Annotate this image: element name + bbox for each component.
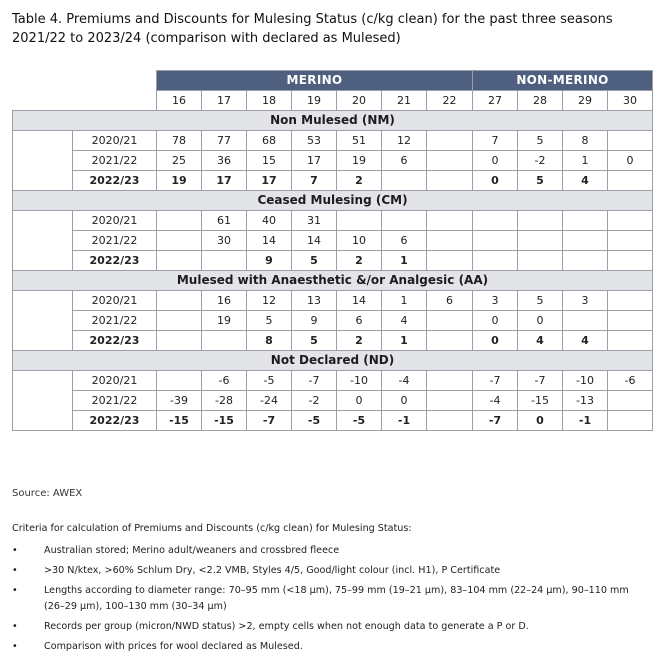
value-cell: 7: [292, 171, 337, 191]
micron-header: 29: [563, 91, 608, 111]
value-cell: 5: [518, 171, 563, 191]
value-cell: [608, 251, 653, 271]
season-cell: 2020/21: [73, 291, 157, 311]
source-note: Source: AWEX: [12, 488, 83, 499]
micron-header: 30: [608, 91, 653, 111]
criteria-item: [12, 619, 652, 635]
section-title: Ceased Mulesing (CM): [13, 191, 653, 211]
value-cell: 36: [202, 151, 247, 171]
value-cell: -7: [473, 411, 518, 431]
value-cell: -39: [157, 391, 202, 411]
value-cell: -7: [473, 371, 518, 391]
table-row: [13, 371, 653, 391]
value-cell: 40: [247, 211, 292, 231]
value-cell: [563, 251, 608, 271]
value-cell: [608, 391, 653, 411]
value-cell: -2: [292, 391, 337, 411]
row-group-cell: [13, 291, 73, 351]
value-cell: [382, 171, 427, 191]
value-cell: -10: [563, 371, 608, 391]
value-cell: [157, 291, 202, 311]
value-cell: 77: [202, 131, 247, 151]
value-cell: 5: [292, 331, 337, 351]
value-cell: 19: [202, 311, 247, 331]
table-row: [13, 171, 653, 191]
value-cell: 19: [337, 151, 382, 171]
value-cell: 30: [202, 231, 247, 251]
value-cell: [202, 331, 247, 351]
value-cell: -4: [382, 371, 427, 391]
value-cell: [427, 311, 473, 331]
criteria-block: [12, 522, 652, 659]
micron-header-row: [13, 91, 653, 111]
criteria-item: [12, 583, 652, 615]
value-cell: [157, 331, 202, 351]
value-cell: 16: [202, 291, 247, 311]
value-cell: 9: [247, 251, 292, 271]
criteria-text: >30 N/ktex, >60% Schlum Dry, <2.2 VMB, Styles 4/5, Good/light colour (incl. H1), P Certificate: [44, 565, 501, 576]
season-cell: 2021/22: [73, 391, 157, 411]
value-cell: [608, 331, 653, 351]
bullet-icon: •: [12, 565, 18, 576]
value-cell: 2: [337, 331, 382, 351]
value-cell: [427, 371, 473, 391]
value-cell: [427, 211, 473, 231]
section-header-row: [13, 191, 653, 211]
criteria-text: Lengths according to diameter range: 70–95 mm (<18 µm), 75–99 mm (19–21 µm), 83–104 mm (22–24 µm), 90–110 mm (26–29 µm), 100–130 mm (30–34 µm): [44, 585, 629, 612]
value-cell: 0: [518, 411, 563, 431]
value-cell: -2: [518, 151, 563, 171]
value-cell: -15: [202, 411, 247, 431]
value-cell: [427, 131, 473, 151]
value-cell: [608, 211, 653, 231]
value-cell: [157, 371, 202, 391]
value-cell: [427, 151, 473, 171]
value-cell: 5: [247, 311, 292, 331]
value-cell: -7: [247, 411, 292, 431]
section-header-row: [13, 271, 653, 291]
table-row: [13, 391, 653, 411]
premiums-table: [12, 70, 653, 431]
value-cell: 3: [563, 291, 608, 311]
value-cell: -4: [473, 391, 518, 411]
criteria-heading: Criteria for calculation of Premiums and Discounts (c/kg clean) for Mulesing Status:: [12, 523, 412, 534]
value-cell: 7: [473, 131, 518, 151]
value-cell: [608, 171, 653, 191]
value-cell: [608, 291, 653, 311]
season-cell: 2022/23: [73, 411, 157, 431]
micron-header: 17: [202, 91, 247, 111]
value-cell: 8: [563, 131, 608, 151]
value-cell: -6: [202, 371, 247, 391]
value-cell: -1: [563, 411, 608, 431]
season-cell: 2020/21: [73, 211, 157, 231]
value-cell: 25: [157, 151, 202, 171]
value-cell: 8: [247, 331, 292, 351]
value-cell: [608, 231, 653, 251]
merino-header: MERINO: [157, 71, 473, 91]
value-cell: 10: [337, 231, 382, 251]
criteria-text: Comparison with prices for wool declared as Mulesed.: [44, 641, 303, 652]
value-cell: 0: [473, 171, 518, 191]
value-cell: 15: [247, 151, 292, 171]
criteria-item: [12, 543, 652, 559]
value-cell: [518, 211, 563, 231]
table-row: [13, 131, 653, 151]
value-cell: 19: [157, 171, 202, 191]
non-merino-header: NON-MERINO: [473, 71, 653, 91]
row-group-cell: [13, 371, 73, 431]
value-cell: 0: [608, 151, 653, 171]
micron-header: 28: [518, 91, 563, 111]
value-cell: 0: [473, 151, 518, 171]
value-cell: 17: [202, 171, 247, 191]
table-row: [13, 151, 653, 171]
value-cell: 61: [202, 211, 247, 231]
value-cell: [427, 391, 473, 411]
value-cell: 14: [292, 231, 337, 251]
value-cell: [608, 411, 653, 431]
value-cell: 78: [157, 131, 202, 151]
season-cell: 2022/23: [73, 171, 157, 191]
value-cell: [427, 331, 473, 351]
season-cell: 2020/21: [73, 131, 157, 151]
table-row: [13, 251, 653, 271]
value-cell: [427, 171, 473, 191]
value-cell: [337, 211, 382, 231]
value-cell: 12: [382, 131, 427, 151]
value-cell: [518, 251, 563, 271]
season-cell: 2021/22: [73, 311, 157, 331]
criteria-item: [12, 639, 652, 655]
value-cell: 0: [473, 311, 518, 331]
value-cell: [157, 311, 202, 331]
bullet-icon: •: [12, 545, 18, 556]
value-cell: [608, 311, 653, 331]
value-cell: 53: [292, 131, 337, 151]
value-cell: -5: [292, 411, 337, 431]
value-cell: 17: [247, 171, 292, 191]
season-cell: 2022/23: [73, 251, 157, 271]
season-cell: 2021/22: [73, 151, 157, 171]
table-row: [13, 231, 653, 251]
value-cell: 6: [427, 291, 473, 311]
section-title: Non Mulesed (NM): [13, 111, 653, 131]
table-row: [13, 331, 653, 351]
value-cell: 4: [382, 311, 427, 331]
value-cell: 5: [518, 291, 563, 311]
value-cell: 5: [518, 131, 563, 151]
value-cell: 1: [382, 251, 427, 271]
table-row: [13, 311, 653, 331]
criteria-text: Records per group (micron/NWD status) >2, empty cells when not enough data to generate a P or D.: [44, 621, 529, 632]
value-cell: [427, 251, 473, 271]
value-cell: [157, 251, 202, 271]
value-cell: 2: [337, 171, 382, 191]
section-header-row: [13, 351, 653, 371]
season-cell: 2021/22: [73, 231, 157, 251]
value-cell: 4: [563, 331, 608, 351]
micron-header: 16: [157, 91, 202, 111]
value-cell: -15: [518, 391, 563, 411]
criteria-list: [12, 543, 652, 655]
micron-header: 27: [473, 91, 518, 111]
season-cell: 2022/23: [73, 331, 157, 351]
value-cell: [202, 251, 247, 271]
value-cell: 31: [292, 211, 337, 231]
value-cell: 51: [337, 131, 382, 151]
value-cell: 68: [247, 131, 292, 151]
value-cell: -7: [518, 371, 563, 391]
value-cell: 2: [337, 251, 382, 271]
value-cell: 1: [382, 331, 427, 351]
value-cell: 1: [382, 291, 427, 311]
micron-header: 22: [427, 91, 473, 111]
micron-header: 21: [382, 91, 427, 111]
value-cell: 4: [563, 171, 608, 191]
value-cell: 5: [292, 251, 337, 271]
section-title: Not Declared (ND): [13, 351, 653, 371]
micron-header: 18: [247, 91, 292, 111]
value-cell: 9: [292, 311, 337, 331]
micron-header: 19: [292, 91, 337, 111]
value-cell: 1: [563, 151, 608, 171]
value-cell: [518, 231, 563, 251]
value-cell: [563, 211, 608, 231]
micron-header: 20: [337, 91, 382, 111]
criteria-item: [12, 563, 652, 579]
value-cell: [157, 231, 202, 251]
criteria-text: Australian stored; Merino adult/weaners and crossbred fleece: [44, 545, 340, 556]
value-cell: 4: [518, 331, 563, 351]
value-cell: -24: [247, 391, 292, 411]
group-header-row: [13, 71, 653, 91]
value-cell: -6: [608, 371, 653, 391]
section-header-row: [13, 111, 653, 131]
value-cell: -28: [202, 391, 247, 411]
bullet-icon: •: [12, 621, 18, 632]
value-cell: 12: [247, 291, 292, 311]
value-cell: [608, 131, 653, 151]
value-cell: [427, 231, 473, 251]
value-cell: 14: [337, 291, 382, 311]
value-cell: 0: [382, 391, 427, 411]
value-cell: [427, 411, 473, 431]
value-cell: 6: [382, 151, 427, 171]
value-cell: [473, 231, 518, 251]
value-cell: -1: [382, 411, 427, 431]
value-cell: [382, 211, 427, 231]
value-cell: [563, 311, 608, 331]
value-cell: -7: [292, 371, 337, 391]
value-cell: 14: [247, 231, 292, 251]
value-cell: 6: [382, 231, 427, 251]
table-row: [13, 291, 653, 311]
table-row: [13, 411, 653, 431]
value-cell: [563, 231, 608, 251]
value-cell: [157, 211, 202, 231]
value-cell: -5: [247, 371, 292, 391]
value-cell: -13: [563, 391, 608, 411]
row-group-cell: [13, 131, 73, 191]
value-cell: 17: [292, 151, 337, 171]
value-cell: [473, 251, 518, 271]
value-cell: 13: [292, 291, 337, 311]
value-cell: 3: [473, 291, 518, 311]
value-cell: 6: [337, 311, 382, 331]
value-cell: 0: [518, 311, 563, 331]
season-cell: 2020/21: [73, 371, 157, 391]
value-cell: [473, 211, 518, 231]
row-group-cell: [13, 211, 73, 271]
bullet-icon: •: [12, 585, 18, 596]
value-cell: 0: [473, 331, 518, 351]
value-cell: 0: [337, 391, 382, 411]
section-title: Mulesed with Anaesthetic &/or Analgesic (AA): [13, 271, 653, 291]
table-row: [13, 211, 653, 231]
value-cell: -15: [157, 411, 202, 431]
table-title: Table 4. Premiums and Discounts for Mulesing Status (c/kg clean) for the past three seasons 2021/22 to 2023/24 (comparison with declared as Mulesed): [12, 12, 613, 46]
bullet-icon: •: [12, 641, 18, 652]
value-cell: -5: [337, 411, 382, 431]
value-cell: -10: [337, 371, 382, 391]
